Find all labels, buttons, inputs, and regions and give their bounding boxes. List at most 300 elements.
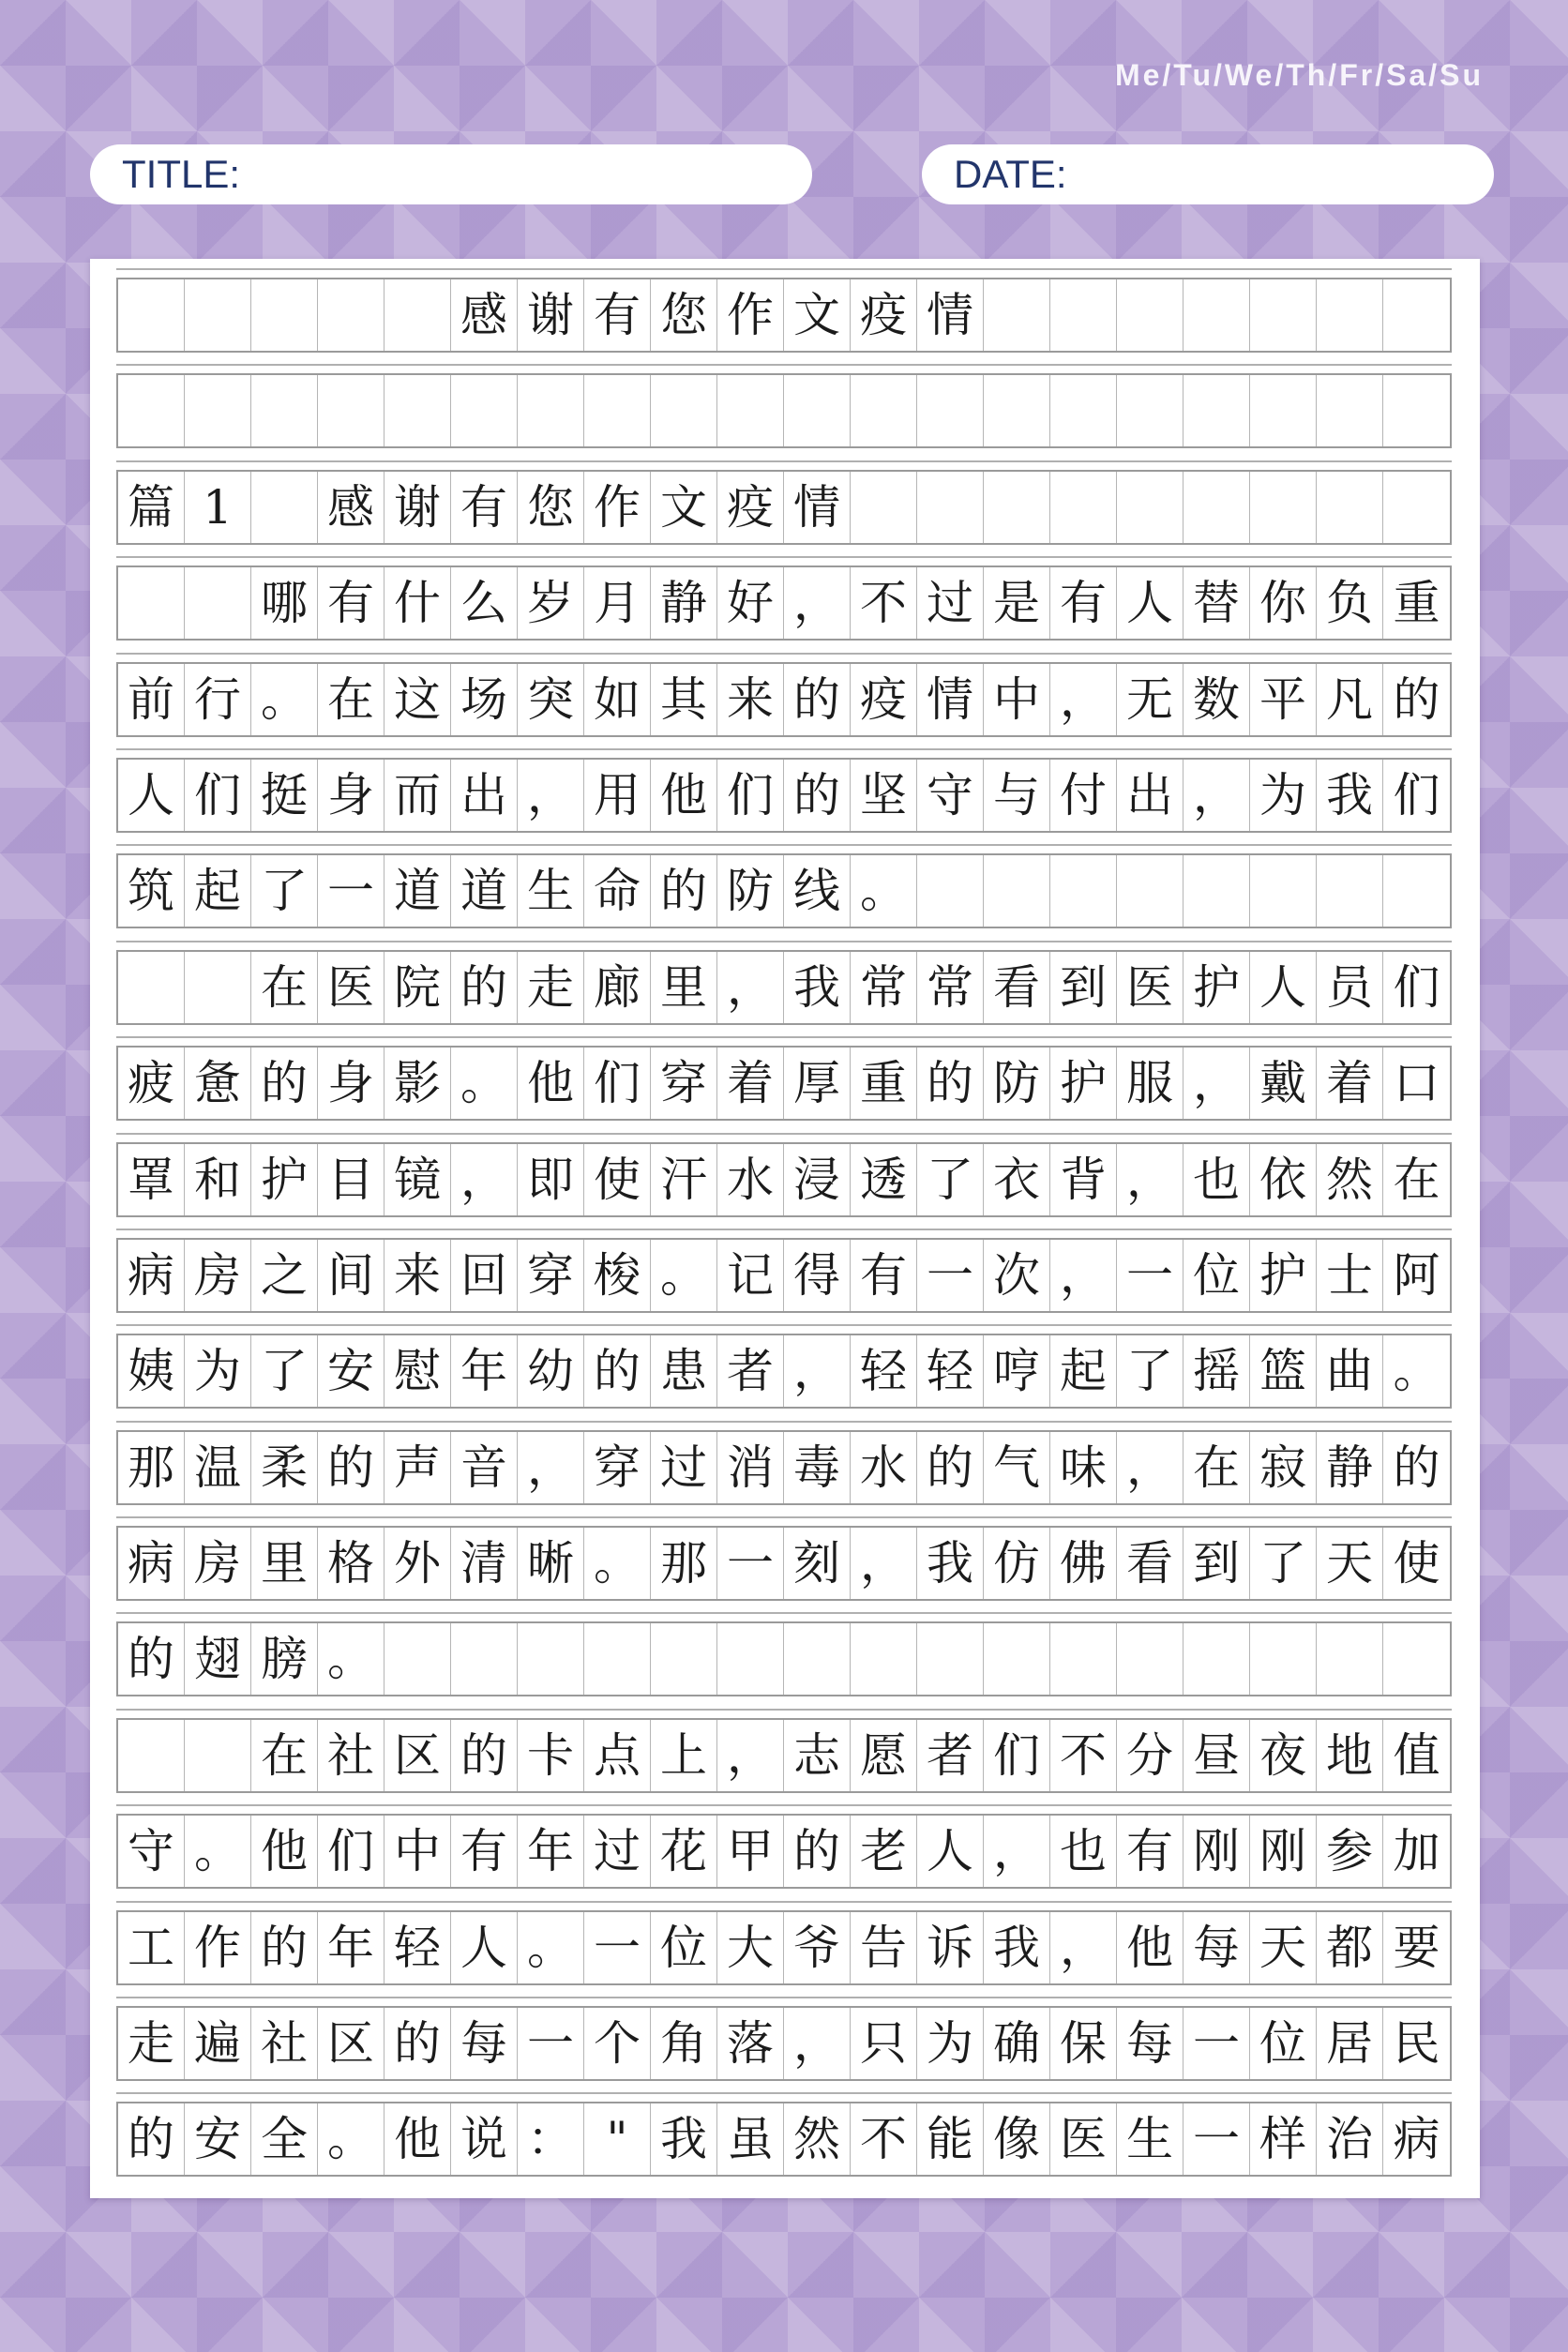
grid-cell: 刻 xyxy=(784,1528,851,1599)
grid-cell: 一 xyxy=(717,1528,784,1599)
manuscript-grid xyxy=(116,278,1452,2198)
grid-cell: ， xyxy=(717,952,784,1023)
grid-cell: 我 xyxy=(784,952,851,1023)
grid-cell: 房 xyxy=(185,1240,251,1311)
grid-row xyxy=(116,565,1452,641)
grid-cell: 挺 xyxy=(251,760,318,831)
grid-cell: 。 xyxy=(251,664,318,735)
grid-cell xyxy=(1317,279,1383,351)
grid-cell: 惫 xyxy=(185,1048,251,1119)
grid-cell: 是 xyxy=(984,567,1050,639)
grid-cell: 到 xyxy=(1184,1528,1250,1599)
grid-cell: ， xyxy=(984,1816,1050,1887)
grid-cell: 那 xyxy=(651,1528,717,1599)
grid-cell xyxy=(318,279,384,351)
grid-cell: 镜 xyxy=(384,1144,451,1215)
grid-cell: 次 xyxy=(984,1240,1050,1311)
grid-cell: 的 xyxy=(651,855,717,927)
grid-cell: 其 xyxy=(651,664,717,735)
grid-cell: 廊 xyxy=(584,952,651,1023)
grid-cell xyxy=(917,375,984,446)
grid-cell: 生 xyxy=(518,855,584,927)
grid-cell: ， xyxy=(851,1528,917,1599)
grid-cell xyxy=(451,1623,518,1695)
grid-cell: 口 xyxy=(1393,1056,1440,1111)
grid-cell: 天 xyxy=(1317,1528,1383,1599)
grid-cell: 护 xyxy=(1250,1240,1317,1311)
grid-row xyxy=(116,1814,1452,1889)
grid-cell: 人 xyxy=(917,1816,984,1887)
grid-cell: 疫 xyxy=(717,472,784,543)
grid-cell: 温 xyxy=(185,1432,251,1503)
grid-cell xyxy=(717,1623,784,1695)
grid-cell: 们 xyxy=(584,1048,651,1119)
grid-cell: 命 xyxy=(584,855,651,927)
grid-cell: 膀 xyxy=(251,1623,318,1695)
grid-cell: 疫 xyxy=(851,279,917,351)
grid-cell xyxy=(1250,279,1317,351)
grid-cell: 区 xyxy=(384,1720,451,1791)
grid-cell: 。 xyxy=(518,1912,584,1983)
grid-cell: 的 xyxy=(318,1432,384,1503)
grid-cell: 音 xyxy=(451,1432,518,1503)
grid-cell xyxy=(384,279,451,351)
grid-cell xyxy=(1050,375,1117,446)
grid-cell: 您 xyxy=(518,472,584,543)
grid-cell: 有 xyxy=(451,472,518,543)
grid-cell: 了 xyxy=(251,855,318,927)
grid-cell: 的 xyxy=(118,1623,185,1695)
grid-cell: 他 xyxy=(384,2103,451,2175)
grid-cell: 慰 xyxy=(384,1335,451,1407)
grid-cell: 记 xyxy=(717,1240,784,1311)
grid-cell: 也 xyxy=(1184,1144,1250,1215)
grid-cell: 静 xyxy=(1317,1432,1383,1503)
grid-cell: 清 xyxy=(451,1528,518,1599)
grid-row xyxy=(116,470,1452,545)
grid-cell: 的 xyxy=(1393,1440,1440,1495)
grid-row xyxy=(116,1621,1452,1696)
grid-cell: 们 xyxy=(1393,767,1440,822)
grid-cell xyxy=(1317,1623,1383,1695)
grid-cell: 凡 xyxy=(1317,664,1383,735)
grid-cell: 大 xyxy=(717,1912,784,1983)
grid-cell: 重 xyxy=(1393,576,1440,631)
grid-cell: 我 xyxy=(917,1528,984,1599)
grid-cell: 线 xyxy=(784,855,851,927)
grid-cell: 生 xyxy=(1117,2103,1184,2175)
grid-cell: 一 xyxy=(584,1912,651,1983)
grid-row xyxy=(116,950,1452,1025)
grid-cell: 坚 xyxy=(851,760,917,831)
grid-row xyxy=(116,2006,1452,2081)
grid-cell: 摇 xyxy=(1184,1335,1250,1407)
grid-cell: 付 xyxy=(1050,760,1117,831)
grid-cell: 他 xyxy=(251,1816,318,1887)
grid-cell: 哼 xyxy=(984,1335,1050,1407)
grid-cell: 告 xyxy=(851,1912,917,1983)
grid-cell xyxy=(118,279,185,351)
grid-cell: 人 xyxy=(1117,567,1184,639)
grid-cell: 感 xyxy=(451,279,518,351)
grid-cell: 格 xyxy=(318,1528,384,1599)
grid-cell: 人 xyxy=(1250,952,1317,1023)
grid-cell xyxy=(1317,472,1383,543)
grid-cell: 社 xyxy=(318,1720,384,1791)
grid-cell xyxy=(984,855,1050,927)
grid-cell xyxy=(1117,855,1184,927)
grid-cell: 志 xyxy=(784,1720,851,1791)
grid-cell: 替 xyxy=(1184,567,1250,639)
grid-cell: 疲 xyxy=(118,1048,185,1119)
grid-cell: 和 xyxy=(185,1144,251,1215)
grid-cell xyxy=(1050,472,1117,543)
grid-cell: 。 xyxy=(584,1528,651,1599)
grid-cell: 为 xyxy=(917,2008,984,2079)
grid-cell: 们 xyxy=(318,1816,384,1887)
grid-cell: 患 xyxy=(651,1335,717,1407)
grid-cell: 文 xyxy=(784,279,851,351)
grid-cell: 一 xyxy=(318,855,384,927)
grid-cell: 刚 xyxy=(1250,1816,1317,1887)
grid-cell: 年 xyxy=(318,1912,384,1983)
grid-cell: 你 xyxy=(1250,567,1317,639)
grid-cell xyxy=(651,1623,717,1695)
grid-cell: 仿 xyxy=(984,1528,1050,1599)
grid-cell: 守 xyxy=(917,760,984,831)
grid-cell: 老 xyxy=(851,1816,917,1887)
grid-row xyxy=(116,1526,1452,1601)
grid-cell: 落 xyxy=(717,2008,784,2079)
grid-cell: 如 xyxy=(584,664,651,735)
grid-cell: 突 xyxy=(518,664,584,735)
grid-cell: 护 xyxy=(1184,952,1250,1023)
grid-cell xyxy=(784,375,851,446)
grid-cell: 人 xyxy=(451,1912,518,1983)
grid-row xyxy=(116,662,1452,737)
grid-cell: 轻 xyxy=(384,1912,451,1983)
grid-cell: 一 xyxy=(518,2008,584,2079)
grid-cell: 服 xyxy=(1117,1048,1184,1119)
grid-cell: 卡 xyxy=(518,1720,584,1791)
grid-cell: 气 xyxy=(984,1432,1050,1503)
grid-cell xyxy=(185,375,251,446)
grid-cell: ， xyxy=(784,2008,851,2079)
grid-cell: 么 xyxy=(451,567,518,639)
grid-cell: 分 xyxy=(1117,1720,1184,1791)
grid-cell: 。 xyxy=(185,1816,251,1887)
grid-cell: 在 xyxy=(1393,1152,1440,1207)
grid-cell: 幼 xyxy=(518,1335,584,1407)
grid-cell: 到 xyxy=(1050,952,1117,1023)
grid-cell: 士 xyxy=(1317,1240,1383,1311)
grid-cell: 社 xyxy=(251,2008,318,2079)
grid-cell: 过 xyxy=(584,1816,651,1887)
grid-cell: 要 xyxy=(1393,1920,1440,1975)
grid-cell: 过 xyxy=(917,567,984,639)
grid-cell: ， xyxy=(451,1144,518,1215)
grid-cell xyxy=(584,1623,651,1695)
title-field[interactable] xyxy=(90,144,812,204)
grid-cell: 来 xyxy=(384,1240,451,1311)
grid-cell: 中 xyxy=(384,1816,451,1887)
grid-row xyxy=(116,1142,1452,1217)
grid-cell: 看 xyxy=(984,952,1050,1023)
grid-cell xyxy=(1184,855,1250,927)
grid-cell: 出 xyxy=(1117,760,1184,831)
writing-paper xyxy=(90,259,1480,2198)
grid-cell: 情 xyxy=(784,472,851,543)
grid-cell: 汗 xyxy=(651,1144,717,1215)
grid-cell: 穿 xyxy=(584,1432,651,1503)
grid-cell xyxy=(1117,1623,1184,1695)
grid-cell: 起 xyxy=(1050,1335,1117,1407)
grid-cell: 医 xyxy=(1117,952,1184,1023)
grid-cell: 了 xyxy=(917,1144,984,1215)
grid-cell: 工 xyxy=(118,1912,185,1983)
grid-cell: ， xyxy=(1117,1144,1184,1215)
grid-cell: 每 xyxy=(1184,1912,1250,1983)
grid-cell: 好 xyxy=(717,567,784,639)
grid-cell: 常 xyxy=(851,952,917,1023)
grid-cell: 文 xyxy=(651,472,717,543)
grid-cell: 愿 xyxy=(851,1720,917,1791)
grid-cell: 情 xyxy=(917,664,984,735)
grid-row xyxy=(116,278,1452,353)
grid-cell xyxy=(251,472,318,543)
grid-cell: 透 xyxy=(851,1144,917,1215)
grid-cell xyxy=(1383,855,1450,927)
grid-cell: 。 xyxy=(851,855,917,927)
grid-cell: 翅 xyxy=(185,1623,251,1695)
grid-cell: ， xyxy=(1184,760,1250,831)
grid-cell xyxy=(851,472,917,543)
grid-cell: ， xyxy=(518,1432,584,1503)
grid-cell: 不 xyxy=(1050,1720,1117,1791)
grid-row xyxy=(116,1238,1452,1313)
grid-cell: 曲 xyxy=(1317,1335,1383,1407)
grid-cell xyxy=(1184,1623,1250,1695)
grid-cell: 作 xyxy=(584,472,651,543)
grid-cell: 依 xyxy=(1250,1144,1317,1215)
grid-cell: 外 xyxy=(384,1528,451,1599)
grid-cell: 安 xyxy=(185,2103,251,2175)
grid-cell xyxy=(584,375,651,446)
grid-cell xyxy=(1383,375,1450,446)
grid-cell: 安 xyxy=(318,1335,384,1407)
grid-cell: 的 xyxy=(451,952,518,1023)
grid-cell: 守 xyxy=(118,1816,185,1887)
grid-cell: 个 xyxy=(584,2008,651,2079)
grid-cell: 着 xyxy=(1317,1048,1383,1119)
grid-cell: 中 xyxy=(984,664,1050,735)
grid-cell: 说 xyxy=(451,2103,518,2175)
grid-cell xyxy=(1050,1623,1117,1695)
grid-cell xyxy=(984,279,1050,351)
grid-cell xyxy=(118,567,185,639)
grid-cell: 也 xyxy=(1050,1816,1117,1887)
grid-cell: 了 xyxy=(1117,1335,1184,1407)
grid-cell: 了 xyxy=(251,1335,318,1407)
grid-cell: 而 xyxy=(384,760,451,831)
grid-cell xyxy=(185,1720,251,1791)
grid-cell xyxy=(451,375,518,446)
grid-cell xyxy=(1184,472,1250,543)
grid-cell: 佛 xyxy=(1050,1528,1117,1599)
grid-cell: 柔 xyxy=(251,1432,318,1503)
grid-cell: 一 xyxy=(1184,2008,1250,2079)
weekday-labels: Me/Tu/We/Th/Fr/Sa/Su xyxy=(1114,58,1484,92)
grid-cell xyxy=(1383,279,1450,351)
grid-cell: 们 xyxy=(1393,959,1440,1015)
grid-cell: 梭 xyxy=(584,1240,651,1311)
grid-cell: 的 xyxy=(784,1816,851,1887)
grid-cell: 穿 xyxy=(518,1240,584,1311)
grid-cell xyxy=(917,1623,984,1695)
grid-row xyxy=(116,1910,1452,1985)
grid-cell xyxy=(251,375,318,446)
grid-cell: 影 xyxy=(384,1048,451,1119)
grid-cell: 轻 xyxy=(851,1335,917,1407)
grid-cell: 点 xyxy=(584,1720,651,1791)
grid-cell: 角 xyxy=(651,2008,717,2079)
grid-cell: 不 xyxy=(851,567,917,639)
grid-cell: 毒 xyxy=(784,1432,851,1503)
grid-row xyxy=(116,853,1452,928)
grid-cell: 目 xyxy=(318,1144,384,1215)
grid-cell: 在 xyxy=(251,952,318,1023)
grid-cell: 的 xyxy=(251,1048,318,1119)
grid-cell: 防 xyxy=(717,855,784,927)
grid-cell: 使 xyxy=(1393,1536,1440,1591)
grid-cell: 有 xyxy=(451,1816,518,1887)
grid-cell xyxy=(1250,375,1317,446)
grid-cell: 。 xyxy=(318,1623,384,1695)
grid-cell: 道 xyxy=(384,855,451,927)
grid-cell: 能 xyxy=(917,2103,984,2175)
grid-cell: 了 xyxy=(1250,1528,1317,1599)
grid-cell: ： xyxy=(518,2103,584,2175)
grid-cell: 年 xyxy=(451,1335,518,1407)
grid-cell: 晰 xyxy=(518,1528,584,1599)
grid-cell: 罩 xyxy=(118,1144,185,1215)
grid-cell: 们 xyxy=(185,760,251,831)
grid-cell: 数 xyxy=(1184,664,1250,735)
grid-cell: 有 xyxy=(318,567,384,639)
grid-cell: 月 xyxy=(584,567,651,639)
grid-cell: 每 xyxy=(1117,2008,1184,2079)
grid-cell: 即 xyxy=(518,1144,584,1215)
grid-cell: 道 xyxy=(451,855,518,927)
grid-cell: 为 xyxy=(185,1335,251,1407)
grid-cell: 病 xyxy=(1393,2112,1440,2167)
grid-cell xyxy=(1050,855,1117,927)
grid-cell: 有 xyxy=(851,1240,917,1311)
grid-cell xyxy=(518,1623,584,1695)
grid-cell: 浸 xyxy=(784,1144,851,1215)
grid-cell: 的 xyxy=(251,1912,318,1983)
grid-cell: 常 xyxy=(917,952,984,1023)
grid-cell: 厚 xyxy=(784,1048,851,1119)
grid-cell xyxy=(1250,1623,1317,1695)
grid-cell xyxy=(717,375,784,446)
grid-cell: 刚 xyxy=(1184,1816,1250,1887)
grid-cell: 疫 xyxy=(851,664,917,735)
grid-cell xyxy=(984,375,1050,446)
grid-cell: 我 xyxy=(1317,760,1383,831)
grid-cell: 每 xyxy=(451,2008,518,2079)
grid-cell: 们 xyxy=(717,760,784,831)
grid-cell: 爷 xyxy=(784,1912,851,1983)
grid-cell: 里 xyxy=(251,1528,318,1599)
grid-cell: 静 xyxy=(651,567,717,639)
grid-cell: 来 xyxy=(717,664,784,735)
grid-cell xyxy=(917,855,984,927)
grid-cell: ， xyxy=(1184,1048,1250,1119)
grid-row xyxy=(116,1046,1452,1121)
grid-cell: 我 xyxy=(984,1912,1050,1983)
grid-cell: 诉 xyxy=(917,1912,984,1983)
grid-cell: ， xyxy=(1117,1432,1184,1503)
grid-cell: 。 xyxy=(1393,1344,1440,1399)
grid-cell xyxy=(384,1623,451,1695)
grid-cell: 行 xyxy=(185,664,251,735)
grid-cell: 寂 xyxy=(1250,1432,1317,1503)
grid-row xyxy=(116,1430,1452,1505)
grid-cell: 负 xyxy=(1317,567,1383,639)
grid-cell xyxy=(518,375,584,446)
grid-cell xyxy=(118,952,185,1023)
grid-cell: 花 xyxy=(651,1816,717,1887)
grid-cell: 谢 xyxy=(518,279,584,351)
grid-cell: 地 xyxy=(1317,1720,1383,1791)
grid-cell: 身 xyxy=(318,760,384,831)
date-field[interactable] xyxy=(922,144,1494,204)
grid-cell: 然 xyxy=(1317,1144,1383,1215)
grid-cell: 姨 xyxy=(118,1335,185,1407)
grid-cell: 像 xyxy=(984,2103,1050,2175)
grid-cell: 有 xyxy=(584,279,651,351)
grid-cell: 病 xyxy=(118,1240,185,1311)
grid-cell: 有 xyxy=(1117,1816,1184,1887)
grid-cell: 者 xyxy=(717,1335,784,1407)
grid-cell: ， xyxy=(1050,1912,1117,1983)
grid-cell: 声 xyxy=(384,1432,451,1503)
grid-cell: 值 xyxy=(1393,1727,1440,1783)
grid-cell: 味 xyxy=(1050,1432,1117,1503)
grid-cell: 医 xyxy=(318,952,384,1023)
grid-cell: 背 xyxy=(1050,1144,1117,1215)
grid-cell xyxy=(1050,279,1117,351)
grid-cell: ， xyxy=(784,1335,851,1407)
grid-cell: 参 xyxy=(1317,1816,1383,1887)
grid-cell: 。 xyxy=(651,1240,717,1311)
grid-cell: 阿 xyxy=(1393,1247,1440,1303)
grid-cell: 衣 xyxy=(984,1144,1050,1215)
grid-cell: 为 xyxy=(1250,760,1317,831)
grid-cell: 们 xyxy=(984,1720,1050,1791)
grid-cell: 之 xyxy=(251,1240,318,1311)
grid-cell: 位 xyxy=(1184,1240,1250,1311)
grid-cell: 在 xyxy=(251,1720,318,1791)
grid-cell: 区 xyxy=(318,2008,384,2079)
grid-cell: 我 xyxy=(651,2103,717,2175)
grid-cell: 这 xyxy=(384,664,451,735)
grid-cell: 走 xyxy=(118,2008,185,2079)
grid-cell: 水 xyxy=(717,1144,784,1215)
grid-cell: 里 xyxy=(651,952,717,1023)
grid-cell: " xyxy=(584,2103,651,2175)
